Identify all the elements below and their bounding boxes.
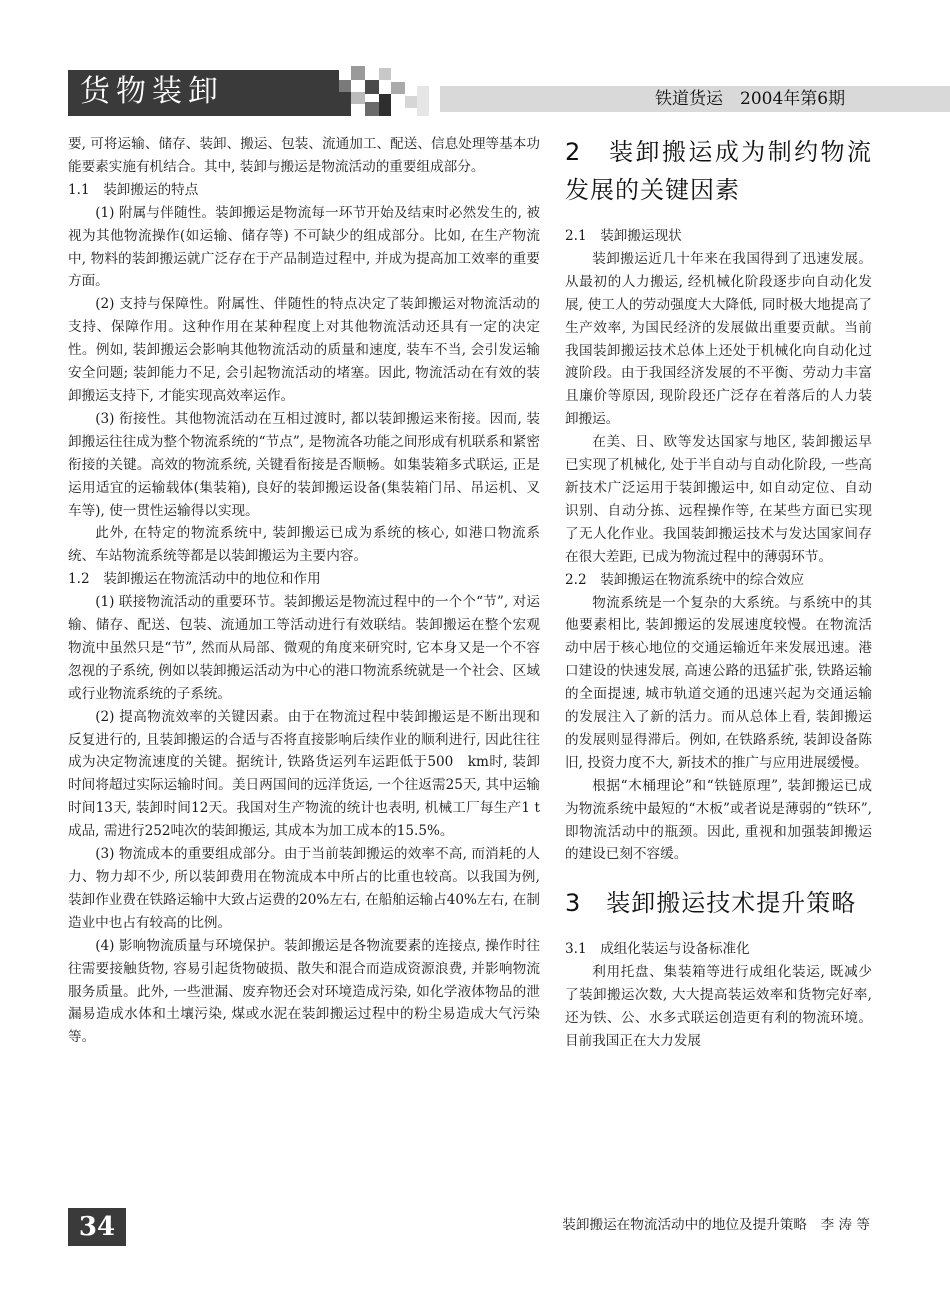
journal-name: 铁道货运 — [655, 89, 723, 109]
body-paragraph: 根据“木桶理论”和“铁链原理”, 装卸搬运已成为物流系统中最短的“木板”或者说是薄弱的“铁环”, 即物流活动中的瓶颈。因此, 重视和加强装卸搬运的建设已刻不容缓。 — [565, 777, 872, 863]
page-number: 34 — [78, 1212, 116, 1242]
section-title: 货物装卸 — [80, 74, 224, 109]
body-paragraph: (3) 物流成本的重要组成部分。由于当前装卸搬运的效率不高, 而消耗的人力、物力却不少, 所以装卸费用在物流成本中所占的比重也较高。以我国为例, 装卸作业费在铁路运输中大致占运费的20%左右, 在船舶运输占40%左右, 在制造业中也占有较高的比例。 — [68, 846, 540, 931]
body-paragraph: (2) 支持与保障性。附属性、伴随性的特点决定了装卸搬运对物流活动的支持、保障作用。这种作用在某种程度上对其他物流活动还具有一定的决定性。例如, 装卸搬运会影响其他物流活动的质量和速度, 装车不当, 会引发运输安全问题; 装卸能力不足, 会引起物流活动的堵塞。因此, 物流活动在有效的装卸搬运支持下, 才能实现高效率运作。 — [68, 296, 540, 404]
body-paragraph: 在美、日、欧等发达国家与地区, 装卸搬运早已实现了机械化, 处于半自动与自动化阶段, 一些高新技术广泛运用于装卸搬运中, 如自动定位、自动识别、自动分拣、远程操作等, 在某些方面已实现了无人化作业。我国装卸搬运技术与发达国家间存在很大差距, 已成为物流过程中的薄弱环节。 — [565, 434, 872, 565]
subsection-heading: 2.2 装卸搬运在物流系统中的综合效应 — [565, 571, 805, 588]
body-paragraph: 此外, 在特定的物流系统中, 装卸搬运已成为系统的核心, 如港口物流系统、车站物流系统等都是以装卸搬运为主要内容。 — [68, 525, 540, 565]
spacer — [565, 922, 872, 938]
body-paragraph: 要, 可将运输、储存、装卸、搬运、包装、流通加工、配送、信息处理等基本功能要素实施有机结合。其中, 装卸与搬运是物流活动的重要组成部分。 — [68, 136, 540, 175]
body-paragraph: (2) 提高物流效率的关键因素。由于在物流过程中装卸搬运是不断出现和反复进行的, 且装卸搬运的合适与否将直接影响后续作业的顺利进行, 因此往往成为决定物流速度的关键。据统计, 铁路货运列车运距低于500 km时, 装卸时间将超过实际运输时间。美日两国间的远洋货运, 一个往返需25天, 其中运输时间13天, 装卸时间12天。我国对生产物流的统计也表明, 机械工厂每生产1 t成品, 需进行252吨次的装卸搬运, 其成本为加工成本的15.5%。 — [68, 708, 540, 840]
body-paragraph: (3) 衔接性。其他物流活动在互相过渡时, 都以装卸搬运来衔接。因而, 装卸搬运往往成为整个物流系统的“节点”, 是物流各功能之间形成有机联系和紧密衔接的关键。高效的物流系统, 关键看衔接是否顺畅。如集装箱多式联运, 正是运用适宜的运输载体(集装箱), 良好的装卸搬运设备(集装箱门吊、吊运机、叉车等), 使一贯性运输得以实现。 — [68, 410, 540, 519]
body-paragraph: 装卸搬运近几十年来在我国得到了迅速发展。从最初的人力搬运, 经机械化阶段逐步向自动化发展, 使工人的劳动强度大大降低, 同时极大地提高了生产效率, 为国民经济的发展做出重要贡献。当前我国装卸搬运技术总体上还处于机械化向自动化过渡阶段。由于我国经济发展的不平衡、劳动力丰富且廉价等原因, 现阶段还广泛存在着落后的人力装卸搬运。 — [565, 250, 872, 428]
body-paragraph: (4) 影响物流质量与环境保护。装卸搬运是各物流要素的连接点, 操作时往往需要接触货物, 容易引起货物破损、散失和混合而造成资源浪费, 并影响物流服务质量。此外, 一些泄漏、废弃物还会对环境造成污染, 如化学液体物品的泄漏易造成水体和土壤污染, 煤或水泥在装卸搬运过程中的粉尘易造成大气污染等。 — [68, 937, 540, 1046]
right-column — [565, 133, 872, 1053]
body-paragraph: 物流系统是一个复杂的大系统。与系统中的其他要素相比, 装卸搬运的发展速度较慢。在物流活动中居于核心地位的交通运输近年来发展迅速。港口建设的快速发展, 高速公路的迅猛扩张, 铁路运输的全面提速, 城市轨道交通的迅速兴起为交通运输的发展注入了新的活力。而从总体上看, 装卸搬运的发展则显得滞后。例如, 在铁路系统, 装卸设备陈旧, 投资力度不大, 新技术的推广与应用进展缓慢。 — [565, 594, 872, 771]
subsection-heading: 2.1 装卸搬运现状 — [565, 228, 682, 244]
spacer — [565, 209, 872, 225]
subsection-heading: 1.2 装卸搬运在物流活动中的地位和作用 — [68, 571, 321, 588]
journal-issue: 2004年第6期 — [740, 89, 846, 109]
left-column — [68, 133, 540, 1049]
decorative-mosaic — [313, 66, 438, 116]
body-paragraph: (1) 附属与伴随性。装卸搬运是物流每一环节开始及结束时必然发生的, 被视为其他物流操作(如运输、储存等) 不可缺少的组成部分。比如, 在生产物流中, 物料的装卸搬运就广泛存在于产品制造过程中, 并成为提高加工效率的重要方面。 — [68, 204, 540, 290]
journal-info — [655, 86, 845, 112]
subsection-heading: 3.1 成组化装运与设备标准化 — [565, 941, 750, 958]
body-paragraph: 利用托盘、集装箱等进行成组化装运, 既减少了装卸搬运次数, 大大提高装运效率和货物完好率, 还为铁、公、水多式联运创造更有利的物流环境。目前我国正在大力发展 — [565, 964, 872, 1049]
body-paragraph: (1) 联接物流活动的重要环节。装卸搬运是物流过程中的一个个“节”, 对运输、储存、配送、包装、流通加工等活动进行有效联结。装卸搬运在整个宏观物流中虽然只是“节”, 然而从局部、微观的角度来研究时, 它本身又是一个不容忽视的子系统, 例如以装卸搬运活动为中心的港口物流系统就是一个社会、区域或行业物流系统的子系统。 — [68, 594, 540, 702]
section-heading: 2 装卸搬运成为制约物流发展的关键因素 — [565, 138, 872, 204]
running-footer: 装卸搬运在物流活动中的地位及提升策略 李 涛 等 — [562, 1217, 870, 1233]
section-heading: 3 装卸搬运技术提升策略 — [565, 889, 857, 918]
subsection-heading: 1.1 装卸搬运的特点 — [68, 181, 199, 198]
spacer — [565, 866, 872, 884]
